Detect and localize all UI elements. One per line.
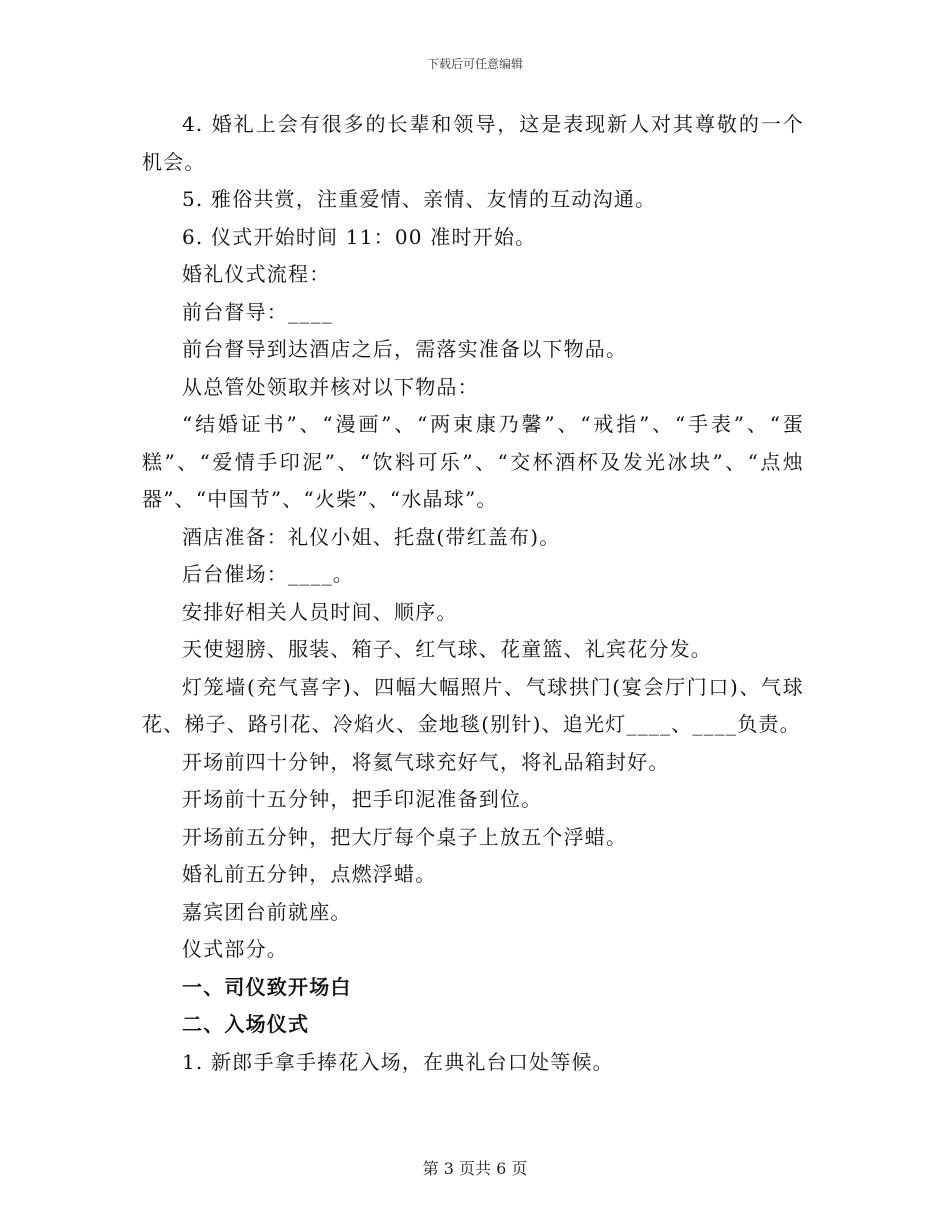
paragraph: 安排好相关人员时间、顺序。 [182, 599, 458, 624]
backstage-call-line: 后台催场：____。 [182, 562, 354, 586]
paragraph: 开场前五分钟，把大厅每个桌子上放五个浮蜡。 [182, 824, 628, 849]
section-heading-entrance: 二、入场仪式 [182, 1012, 310, 1036]
page-number: 第 3 页共 6 页 [422, 1159, 528, 1178]
page-header-note: 下载后可任意编辑 [426, 57, 523, 71]
front-desk-supervisor-line: 前台督导：____ [182, 299, 333, 324]
paragraph-item-1: 1. 新郎手拿手捧花入场，在典礼台口处等候。 [182, 1049, 614, 1074]
paragraph: 嘉宾团台前就座。 [182, 899, 352, 924]
paragraph-item-4: 4. 婚礼上会有很多的长辈和领导，这是表现新人对其尊敬的一个机会。 [142, 112, 804, 174]
paragraph: 婚礼前五分钟，点燃浮蜡。 [182, 862, 437, 886]
paragraph: 开场前四十分钟，将氦气球充好气，将礼品箱封好。 [182, 749, 670, 774]
paragraph-item-6: 6. 仪式开始时间 11：00 准时开始。 [182, 224, 537, 249]
paragraph: 从总管处领取并核对以下物品： [182, 374, 479, 399]
paragraph: 前台督导到达酒店之后，需落实准备以下物品。 [182, 337, 628, 361]
items-list-paragraph: “结婚证书”、“漫画”、“两束康乃馨”、“戒指”、“手表”、“蛋糕”、“爱情手印泥”、“饮料可乐”、“交杯酒杯及发光冰块”、“点烛器”、“中国节”、“火柴”、“水晶球”。 [142, 412, 804, 511]
section-heading-opening: 一、司仪致开场白 [182, 974, 352, 999]
paragraph: 酒店准备：礼仪小姐、托盘(带红盖布)。 [182, 524, 561, 549]
document-body [142, 106, 804, 1081]
paragraph-item-5: 5. 雅俗共赏，注重爱情、亲情、友情的互动沟通。 [182, 187, 657, 211]
section-label-ceremony-flow: 婚礼仪式流程： [182, 262, 331, 286]
paragraph: 仪式部分。 [182, 937, 288, 961]
paragraph: 开场前十五分钟，把手印泥准备到位。 [182, 787, 543, 811]
paragraph: 天使翅膀、服装、箱子、红气球、花童篮、礼宾花分发。 [182, 637, 712, 661]
decorations-paragraph: 灯笼墙(充气喜字)、四幅大幅照片、气球拱门(宴会厅门口)、气球花、梯子、路引花、冷焰火、金地毯(别针)、追光灯____、____负责。 [142, 674, 804, 736]
